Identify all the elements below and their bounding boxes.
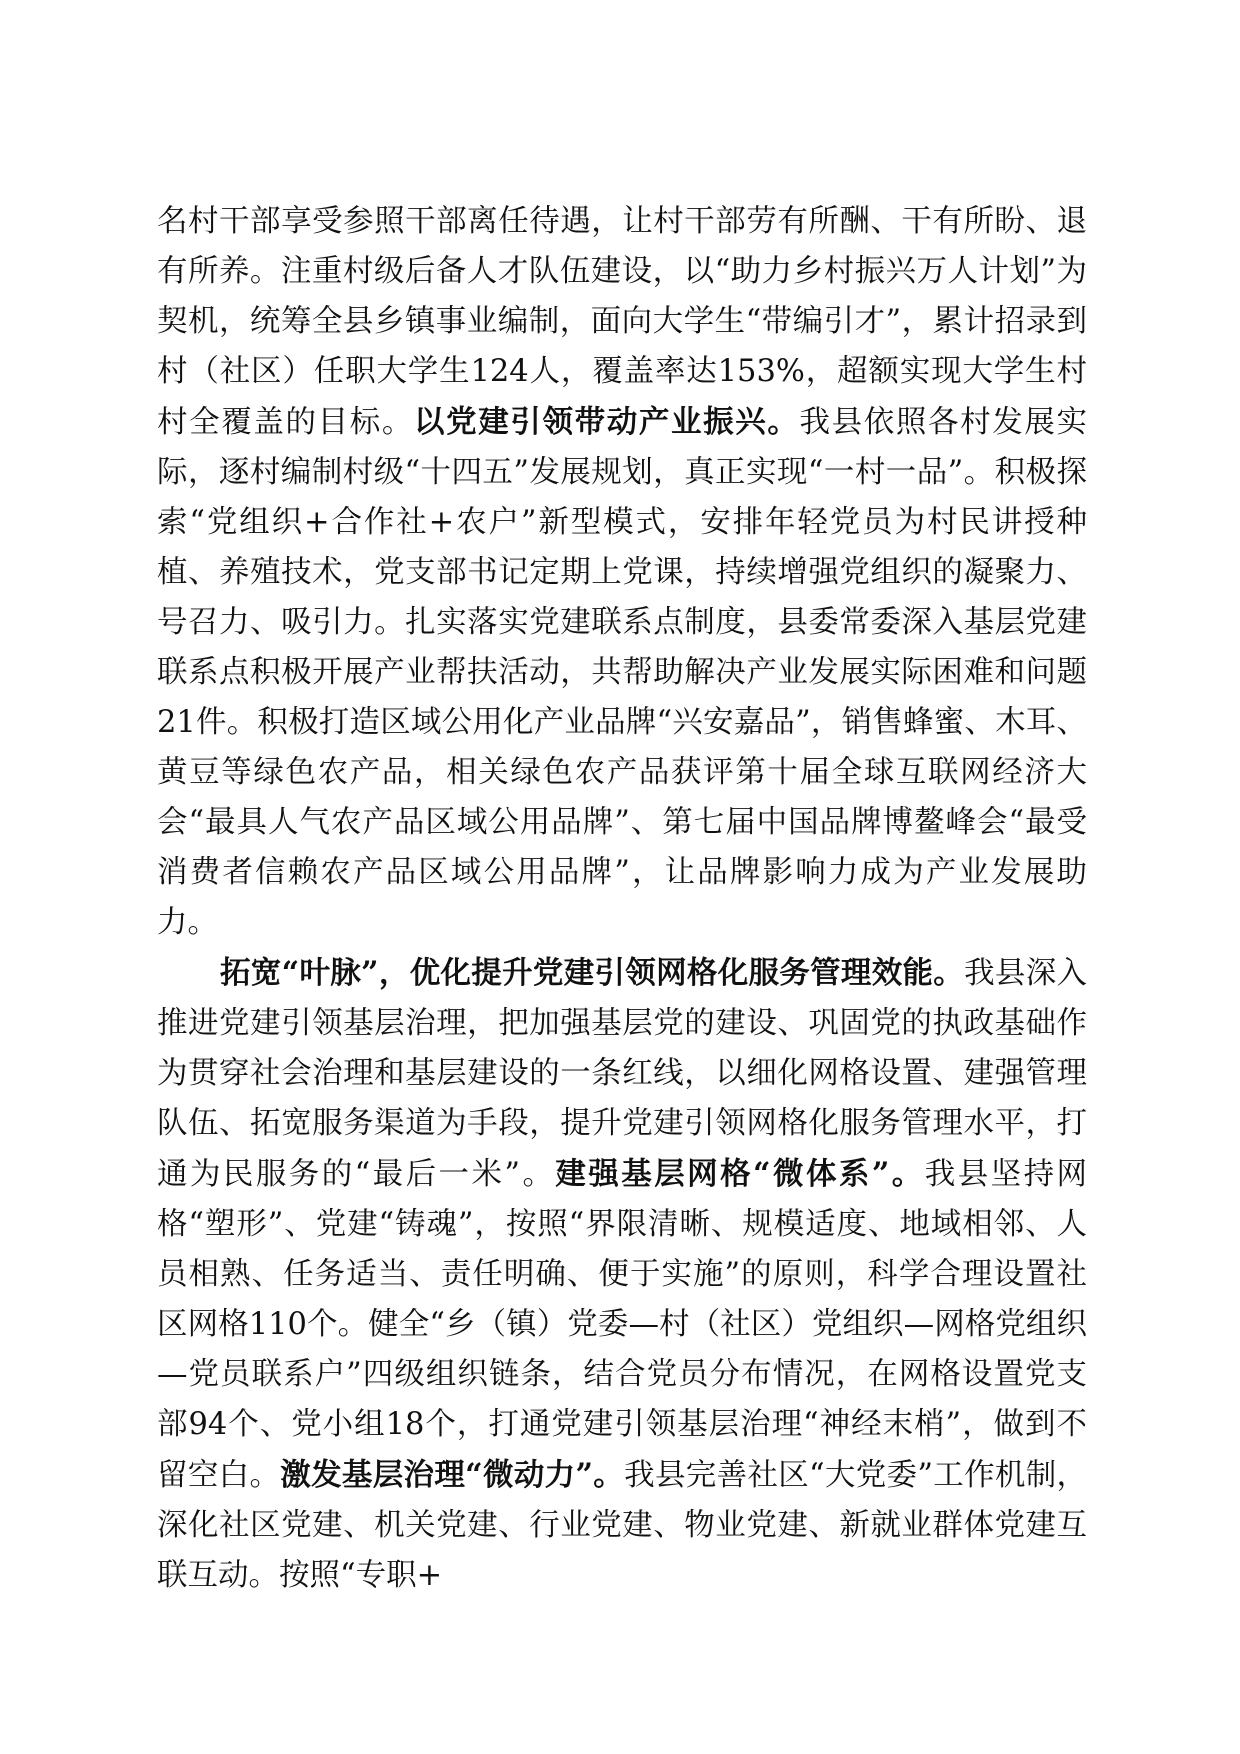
paragraph-2 [157,948,1087,1601]
paragraph-1-text-2: 我县依照各村发展实际，逐村编制村级“十四五”发展规划，真正实现“一村一品”。积极探索“党组织+合作社+农户”新型模式，安排年轻党员为村民讲授种植、养殖技术，党支部书记定期上党课，持续增强党组织的凝聚力、号召力、吸引力。扎实落实党建联系点制度，县委常委深入基层党建联系点积极开展产业帮扶活动，共帮助解决产业发展实际困难和问题21件。积极打造区域公用化产业品牌“兴安嘉品”，销售蜂蜜、木耳、黄豆等绿色农产品，相关绿色农产品获评第十届全球互联网经济大会“最具人气农产品区域公用品牌”、第七届中国品牌博鳌峰会“最受消费者信赖农产品区域公用品牌”，让品牌影响力成为产业发展助力。 [157,405,1087,940]
paragraph-2-text-2: 我县坚持网格“塑形”、党建“铸魂”，按照“界限清晰、规模适度、地域相邻、人员相熟、任务适当、责任明确、便于实施”的原则，科学合理设置社区网格110个。健全“乡（镇）党委—村（社区）党组织—网格党组织—党员联系户”四级组织链条，结合党员分布情况，在网格设置党支部94个、党小组18个，打通党建引领基层治理“神经末梢”，做到不留空白。 [157,1157,1088,1493]
paragraph-1 [157,197,1087,948]
paragraph-2-text-3: 我县完善社区“大党委”工作机制，深化社区党建、机关党建、行业党建、物业党建、新就业群体党建互联互动。按照“专职+ [157,1458,1088,1593]
paragraph-1-bold-heading: 以党建引领带动产业振兴。 [414,404,800,440]
paragraph-2-heading: 拓宽“叶脉”，优化提升党建引领网格化服务管理效能。 [220,955,965,991]
paragraph-2-text-1: 我县深入推进党建引领基层治理，把加强基层党的建设、巩固党的执政基础作为贯穿社会治理和基层建设的一条红线，以细化网格设置、建强管理队伍、拓宽服务渠道为手段，提升党建引领网格化服务管理水平，打通为民服务的“最后一米”。 [157,956,1087,1192]
body-text [157,197,1087,1601]
paragraph-2-bold-heading-2: 激发基层治理“微动力”。 [280,1457,625,1493]
paragraph-2-bold-heading-1: 建强基层网格“微体系”。 [555,1156,925,1192]
paragraph-1-text-1: 名村干部享受参照干部离任待遇，让村干部劳有所酬、干有所盼、退有所养。注重村级后备人才队伍建设，以“助力乡村振兴万人计划”为契机，统筹全县乡镇事业编制，面向大学生“带编引才”，累计招录到村（社区）任职大学生124人，覆盖率达153%，超额实现大学生村村全覆盖的目标。 [157,204,1087,440]
